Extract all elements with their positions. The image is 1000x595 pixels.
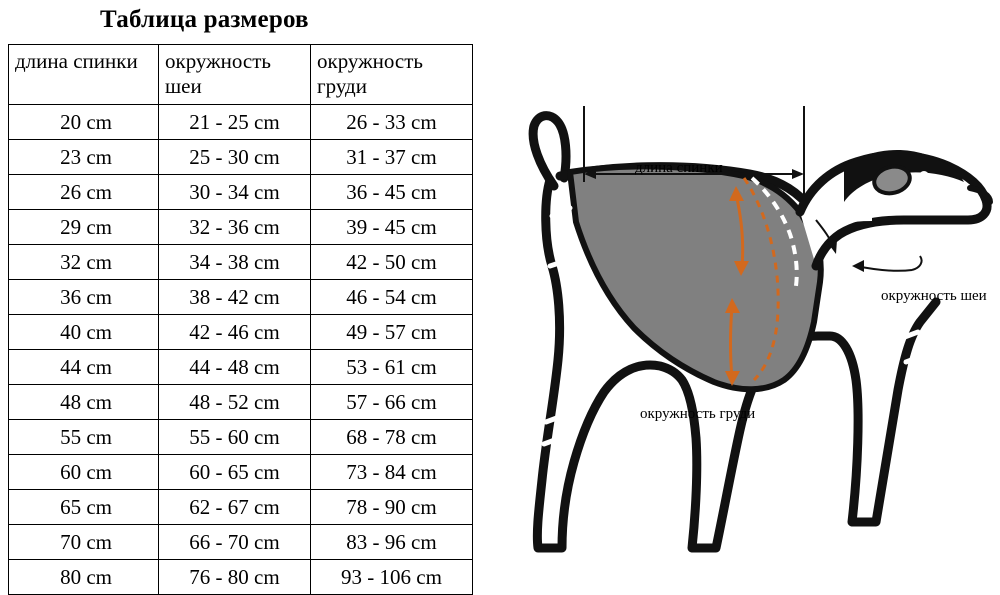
column-header-chest-girth: окружность груди — [311, 45, 473, 105]
cell-neck-girth: 60 - 65 cm — [159, 454, 311, 489]
cell-chest-girth: 36 - 45 cm — [311, 174, 473, 209]
cell-back-length: 70 cm — [9, 524, 159, 559]
column-header-back-length: длина спинки — [9, 45, 159, 105]
label-back-length: длина спинки — [635, 160, 723, 176]
cell-neck-girth: 44 - 48 cm — [159, 349, 311, 384]
cell-neck-girth: 55 - 60 cm — [159, 419, 311, 454]
cell-chest-girth: 26 - 33 cm — [311, 104, 473, 139]
measurement-diagram — [500, 70, 1000, 567]
table-row — [9, 489, 473, 524]
table-row — [9, 349, 473, 384]
cell-chest-girth: 53 - 61 cm — [311, 349, 473, 384]
cell-neck-girth: 30 - 34 cm — [159, 174, 311, 209]
cell-back-length: 65 cm — [9, 489, 159, 524]
dog-illustration — [533, 116, 990, 548]
table-row — [9, 139, 473, 174]
cell-back-length: 80 cm — [9, 559, 159, 594]
cell-back-length: 60 cm — [9, 454, 159, 489]
table-row — [9, 174, 473, 209]
table-row — [9, 524, 473, 559]
table-header-row — [9, 45, 473, 105]
cell-back-length: 32 cm — [9, 244, 159, 279]
cell-neck-girth: 32 - 36 cm — [159, 209, 311, 244]
table-row — [9, 559, 473, 594]
cell-back-length: 55 cm — [9, 419, 159, 454]
table-row — [9, 244, 473, 279]
cell-back-length: 20 cm — [9, 104, 159, 139]
cell-neck-girth: 38 - 42 cm — [159, 279, 311, 314]
cell-neck-girth: 62 - 67 cm — [159, 489, 311, 524]
table-header — [9, 45, 473, 105]
cell-chest-girth: 31 - 37 cm — [311, 139, 473, 174]
cell-neck-girth: 21 - 25 cm — [159, 104, 311, 139]
table-row — [9, 384, 473, 419]
cell-neck-girth: 76 - 80 cm — [159, 559, 311, 594]
cell-back-length: 26 cm — [9, 174, 159, 209]
cell-chest-girth: 57 - 66 cm — [311, 384, 473, 419]
cell-chest-girth: 49 - 57 cm — [311, 314, 473, 349]
page-title: Таблица размеров — [100, 6, 309, 33]
table-row — [9, 279, 473, 314]
cell-chest-girth: 46 - 54 cm — [311, 279, 473, 314]
cell-chest-girth: 93 - 106 cm — [311, 559, 473, 594]
cell-chest-girth: 78 - 90 cm — [311, 489, 473, 524]
cell-chest-girth: 68 - 78 cm — [311, 419, 473, 454]
size-table — [8, 44, 473, 595]
table-row — [9, 314, 473, 349]
label-neck-girth: окружность шеи — [881, 288, 987, 304]
cell-neck-girth: 34 - 38 cm — [159, 244, 311, 279]
cell-chest-girth: 83 - 96 cm — [311, 524, 473, 559]
cell-neck-girth: 66 - 70 cm — [159, 524, 311, 559]
table-row — [9, 454, 473, 489]
cell-back-length: 29 cm — [9, 209, 159, 244]
column-header-neck-girth: окружность шеи — [159, 45, 311, 105]
cell-neck-girth: 48 - 52 cm — [159, 384, 311, 419]
cell-back-length: 36 cm — [9, 279, 159, 314]
cell-back-length: 23 cm — [9, 139, 159, 174]
cell-chest-girth: 39 - 45 cm — [311, 209, 473, 244]
cell-chest-girth: 73 - 84 cm — [311, 454, 473, 489]
table-row — [9, 419, 473, 454]
cell-neck-girth: 42 - 46 cm — [159, 314, 311, 349]
table-row — [9, 209, 473, 244]
cell-back-length: 48 cm — [9, 384, 159, 419]
table-row — [9, 104, 473, 139]
cell-back-length: 44 cm — [9, 349, 159, 384]
cell-back-length: 40 cm — [9, 314, 159, 349]
cell-chest-girth: 42 - 50 cm — [311, 244, 473, 279]
label-chest-girth: окружность груди — [640, 406, 756, 422]
table-body — [9, 104, 473, 594]
cell-neck-girth: 25 - 30 cm — [159, 139, 311, 174]
